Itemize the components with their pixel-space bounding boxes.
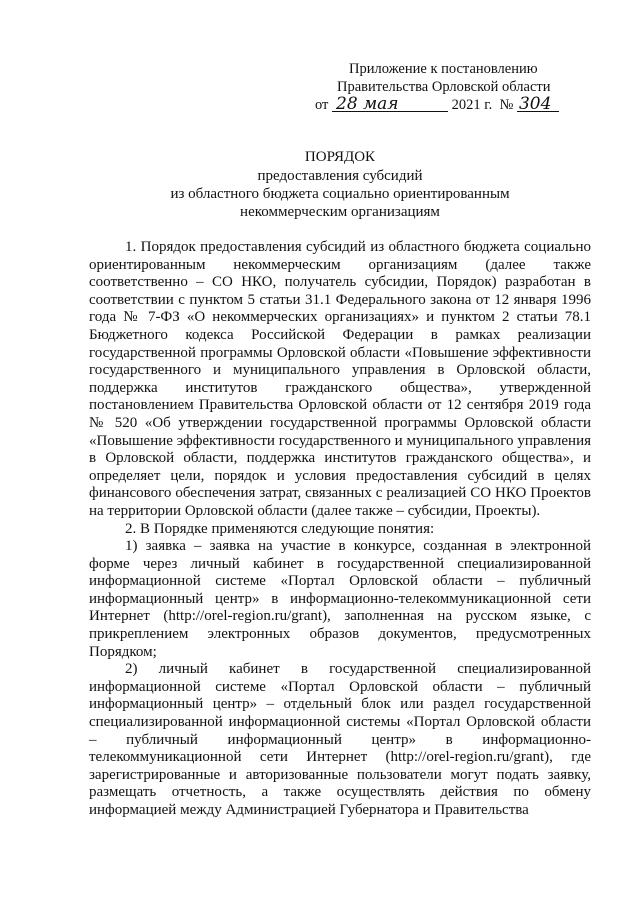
- title-main: ПОРЯДОК: [304, 149, 376, 165]
- title-sub-3: некоммерческим организациям: [240, 204, 440, 220]
- document-body: [89, 239, 591, 820]
- paragraph-4: 2) личный кабинет в государственной специализированной информационной системе «Портал Орловской области – публичный информационный центр» – отдельный блок или раздел государственной специализированной информационной системы «Портал Орловской области – публичный информационный центр» в информационно-телекоммуникационной сети Интернет (http://orel-region.ru/grant), где зарегистрированные и авторизованные пользователи могут подать заявку, размещать отчетность, а также осуществлять действия по обмену информацией между Администрацией Губернатора и Правительства: [89, 661, 591, 818]
- appendix-date-line: [315, 96, 605, 114]
- paragraph-2: 2. В Порядке применяются следующие понятия:: [125, 520, 435, 537]
- handwritten-date: 28 мая: [332, 97, 448, 112]
- from-prefix: от: [315, 97, 329, 113]
- number-prefix: №: [499, 97, 514, 113]
- paragraph-3: 1) заявка – заявка на участие в конкурсе, созданная в электронной форме через личный кабинет в государственной специализированной информационной системе «Портал Орловской области – публичный информационный центр» в информационно-телекоммуникационной сети Интернет (http://orel-region.ru/grant), заполненная на русском языке, с прикреплением электронных образов документов, предусмотренных Порядком;: [89, 538, 591, 660]
- appendix-line-1: Приложение к постановлению: [349, 61, 538, 77]
- appendix-header: [315, 60, 605, 114]
- year-text: 2021 г.: [451, 97, 493, 113]
- title-sub-2: из областного бюджета социально ориентированным: [170, 186, 510, 202]
- paragraph-1: 1. Порядок предоставления субсидий из областного бюджета социально ориентированным некоммерческим организациям (далее также соответственно – СО НКО, получатель субсидии, Порядок) разработан в соответствии с пунктом 5 статьи 31.1 Федерального закона от 12 января 1996 года № 7-ФЗ «О некоммерческих организациях» и пунктом 2 статьи 78.1 Бюджетного кодекса Российской Федерации в рамках реализации государственной программы Орловской области «Повышение эффективности государственного и муниципального управления в Орловской области, поддержка институтов гражданского общества», утвержденной постановлением Правительства Орловской области от 12 сентября 2019 года № 520 «Об утверждении государственной программы Орловской области «Повышение эффективности государственного и муниципального управления в Орловской области, поддержка институтов гражданского общества», и определяет цели, порядок и условия предоставления субсидий в целях финансового обеспечения затрат, связанных с реализацией СО НКО Проектов на территории Орловской области (далее также – субсидии, Проекты).: [89, 239, 591, 519]
- title-sub-1: предоставления субсидий: [257, 168, 423, 184]
- document-title: [90, 148, 590, 221]
- handwritten-number: 304: [517, 97, 559, 112]
- appendix-line-2: Правительства Орловской области: [337, 79, 551, 95]
